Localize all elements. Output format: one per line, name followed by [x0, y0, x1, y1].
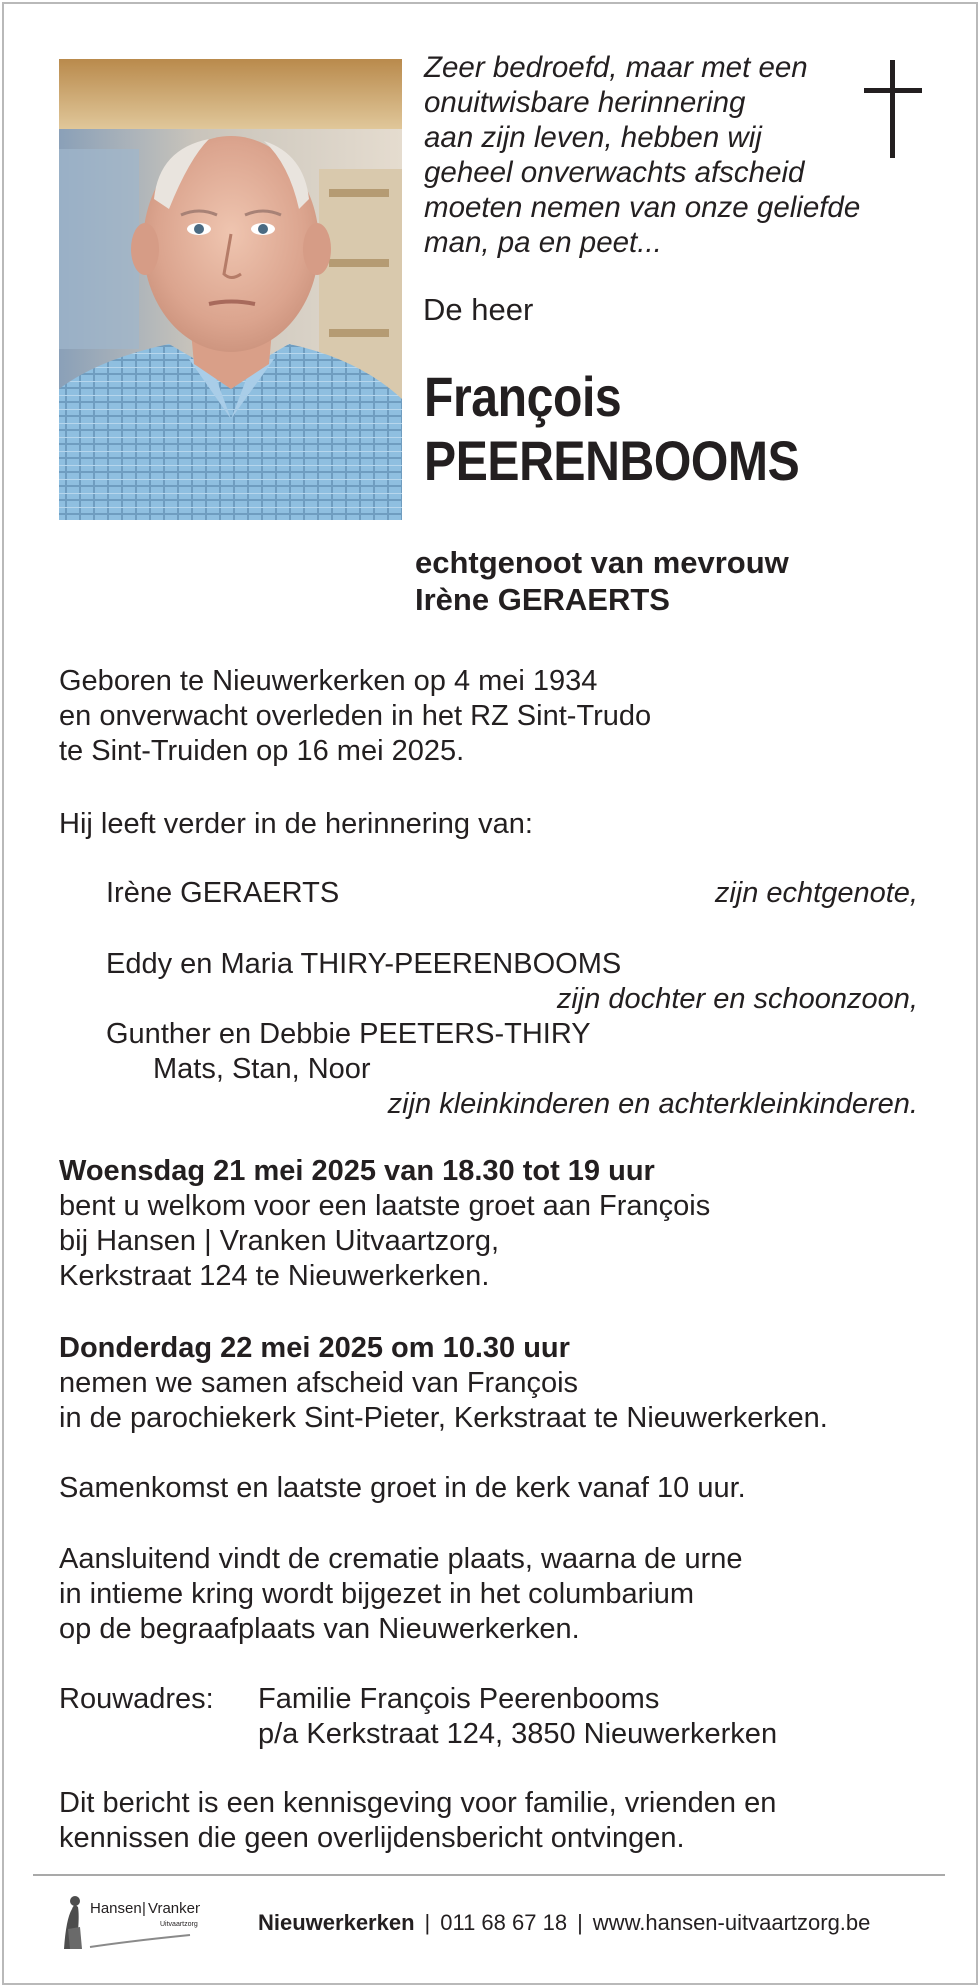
deceased-name [424, 365, 799, 493]
last-name: PEERENBOOMS [424, 429, 800, 492]
text-line: nemen we samen afscheid van François [59, 1367, 579, 1399]
intro-line: man, pa en peet... [424, 226, 662, 259]
ceremony-block [59, 1331, 828, 1436]
footer-divider [33, 1874, 945, 1876]
survivor-name: Irène GERAERTS [106, 877, 340, 909]
funeral-home-logo [60, 1889, 200, 1960]
intro-text [424, 50, 864, 260]
text-line: op de begraafplaats van Nieuwerkerken. [59, 1613, 580, 1645]
logo-name-2: Vranken [148, 1900, 200, 1917]
footer-separator: | [577, 1910, 583, 1935]
gathering-text: Samenkomst en laatste groet in de kerk vanaf 10 uur. [59, 1472, 746, 1504]
text-line: kennissen die geen overlijdensbericht ontvingen. [59, 1822, 685, 1854]
survivor-subnames: Mats, Stan, Noor [153, 1053, 371, 1085]
text-line: bij Hansen | Vranken Uitvaartzorg, [59, 1225, 500, 1257]
address-line: p/a Kerkstraat 124, 3850 Nieuwerkerken [258, 1718, 778, 1750]
logo-name-1: Hansen [90, 1900, 142, 1917]
text-line: Kerkstraat 124 te Nieuwerkerken. [59, 1260, 490, 1292]
text-line: Geboren te Nieuwerkerken op 4 mei 1934 [59, 665, 598, 697]
address-label: Rouwadres: [59, 1683, 214, 1715]
intro-line: onuitwisbare herinnering [424, 86, 746, 119]
ceremony-heading: Donderdag 22 mei 2025 om 10.30 uur [59, 1332, 570, 1364]
footer-website[interactable]: www.hansen-uitvaartzorg.be [592, 1910, 871, 1935]
spouse-info [415, 544, 789, 618]
visitation-heading: Woensdag 21 mei 2025 van 18.30 tot 19 uur [59, 1155, 655, 1187]
intro-line: moeten nemen van onze geliefde [424, 191, 861, 224]
survivor-name: Eddy en Maria THIRY-PEERENBOOMS [106, 948, 622, 980]
cremation-block [59, 1542, 743, 1647]
address-line: Familie François Peerenbooms [258, 1683, 660, 1715]
address-lines [258, 1682, 777, 1752]
footer-phone[interactable]: 011 68 67 18 [440, 1910, 568, 1935]
logo-separator: | [142, 1900, 146, 1917]
text-line: en onverwacht overleden in het RZ Sint-Trudo [59, 700, 652, 732]
footer-town: Nieuwerkerken [258, 1910, 415, 1935]
survivor-name: Gunther en Debbie PEETERS-THIRY [106, 1018, 591, 1050]
notice-text [59, 1786, 776, 1856]
intro-line: geheel onverwachts afscheid [424, 156, 805, 189]
text-line: in de parochiekerk Sint-Pieter, Kerkstraat te Nieuwerkerken. [59, 1402, 828, 1434]
text-line: Aansluitend vindt de crematie plaats, waarna de urne [59, 1543, 743, 1575]
survivors-intro: Hij leeft verder in de herinnering van: [59, 808, 533, 840]
text-line: te Sint-Truiden op 16 mei 2025. [59, 735, 465, 767]
text-line: bent u welkom voor een laatste groet aan François [59, 1190, 711, 1222]
portrait-photo [59, 59, 402, 520]
intro-line: Zeer bedroefd, maar met een [424, 51, 808, 84]
intro-line: aan zijn leven, hebben wij [424, 121, 762, 154]
survivor-relation: zijn kleinkinderen en achterkleinkinderen. [387, 1088, 918, 1120]
first-name: François [424, 365, 622, 428]
survivor-relation: zijn dochter en schoonzoon, [556, 983, 918, 1015]
text-line: in intieme kring wordt bijgezet in het columbarium [59, 1578, 695, 1610]
cross-icon [864, 60, 922, 165]
logo-subtitle: Uitvaartzorg [160, 1921, 198, 1928]
survivor-relation: zijn echtgenote, [714, 877, 918, 909]
footer-contact [258, 1910, 870, 1936]
text-line: Dit bericht is een kennisgeving voor familie, vrienden en [59, 1787, 777, 1819]
birth-death-text [59, 664, 651, 769]
visitation-block [59, 1154, 710, 1294]
spouse-line: echtgenoot van mevrouw [415, 545, 789, 580]
footer-separator: | [424, 1910, 431, 1935]
spouse-name: Irène GERAERTS [415, 582, 670, 617]
honorific: De heer [423, 292, 534, 327]
